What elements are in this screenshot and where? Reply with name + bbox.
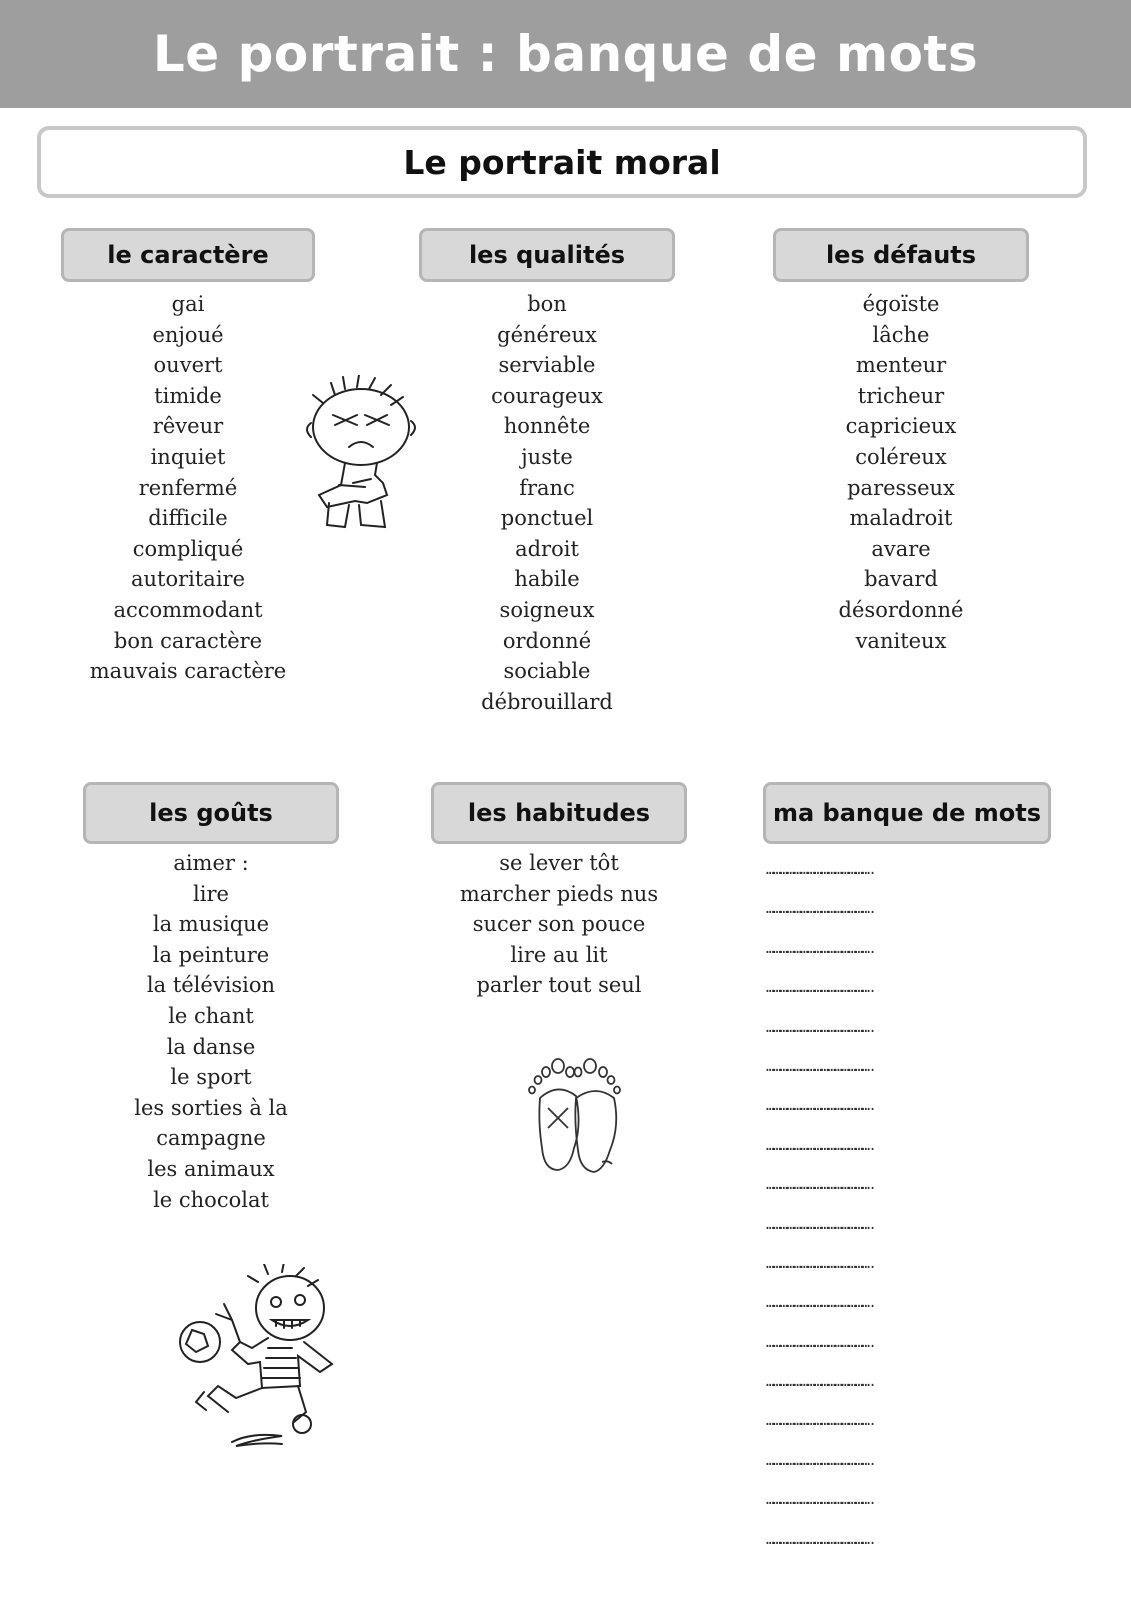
blank-line[interactable]: ………………………………………. [766, 1137, 876, 1154]
blank-line[interactable]: ………………………………………. [766, 1374, 876, 1391]
list-item: lâche [872, 322, 930, 347]
list-defauts [751, 289, 1051, 656]
list-item: désordonné [838, 597, 964, 622]
list-item: juste [521, 444, 573, 469]
list-item: le chant [168, 1003, 254, 1028]
blank-line[interactable]: ………………………………………. [766, 1098, 876, 1115]
list-qualites [397, 289, 697, 717]
list-item: capricieux [845, 414, 957, 439]
list-item: sociable [503, 659, 591, 684]
blank-line[interactable]: ………………………………………. [766, 1492, 876, 1509]
list-item: vaniteux [855, 628, 947, 653]
list-item: difficile [148, 506, 228, 531]
list-item: serviable [498, 353, 596, 378]
subtitle-box [37, 126, 1087, 198]
blank-line[interactable]: ………………………………………. [766, 862, 876, 878]
list-item: enjoué [152, 322, 224, 347]
list-item: la danse [166, 1034, 256, 1059]
blank-line[interactable]: ………………………………………. [766, 1531, 876, 1548]
blank-line[interactable]: ………………………………………. [766, 1019, 876, 1036]
list-item: débrouillard [481, 689, 613, 714]
list-item: franc [519, 475, 575, 500]
list-item: courageux [491, 383, 603, 408]
list-item: se lever tôt [499, 851, 619, 875]
blank-line[interactable]: ………………………………………. [766, 1058, 876, 1075]
list-item: menteur [855, 353, 947, 378]
list-item: campagne [156, 1126, 266, 1151]
list-item: ponctuel [500, 506, 594, 531]
list-item: parler tout seul [476, 973, 642, 998]
list-item: la télévision [146, 973, 276, 998]
heading-defauts: les défauts [773, 228, 1029, 282]
blank-line[interactable]: ………………………………………. [766, 1177, 876, 1194]
heading-ma-banque: ma banque de mots [763, 782, 1051, 844]
list-item: tricheur [857, 383, 945, 408]
list-item: lire [193, 881, 229, 906]
list-habitudes [409, 848, 709, 1001]
blank-line[interactable]: ………………………………………. [766, 1216, 876, 1233]
list-item: habile [514, 567, 580, 592]
list-item: inquiet [150, 444, 226, 469]
page-title: Le portrait : banque de mots [152, 25, 979, 83]
blank-lines-list [766, 862, 1056, 1571]
list-item: la peinture [152, 942, 270, 967]
heading-gouts: les goûts [83, 782, 339, 844]
list-item: le chocolat [153, 1187, 269, 1212]
list-item: coléreux [855, 444, 947, 469]
list-item: généreux [497, 322, 597, 347]
list-item: accommodant [113, 597, 263, 622]
list-item: ouvert [153, 353, 223, 378]
list-item: honnête [503, 414, 591, 439]
list-item: rêveur [152, 414, 224, 439]
blank-line[interactable]: ………………………………………. [766, 1452, 876, 1469]
soccer-boy-icon [172, 1264, 352, 1449]
list-item: mauvais caractère [89, 659, 287, 684]
heading-habitudes: les habitudes [431, 782, 687, 844]
list-item: la musique [152, 912, 270, 937]
heading-qualites: les qualités [419, 228, 675, 282]
blank-line[interactable]: ………………………………………. [766, 1413, 876, 1430]
list-item: autoritaire [130, 567, 246, 592]
title-banner [0, 0, 1131, 108]
blank-line[interactable]: ………………………………………. [766, 1295, 876, 1312]
list-item: bon [527, 292, 567, 316]
list-item: bavard [864, 567, 938, 592]
list-item: compliqué [132, 536, 244, 561]
list-item: adroit [515, 536, 579, 561]
list-item: les animaux [147, 1156, 275, 1181]
list-gouts [61, 848, 361, 1215]
list-item: les sorties à la [134, 1095, 288, 1120]
list-item: bon caractère [113, 628, 263, 653]
list-item: gai [171, 292, 205, 316]
list-item: maladroit [849, 506, 953, 531]
list-item: ordonné [502, 628, 592, 653]
heading-caractere: le caractère [61, 228, 315, 282]
blank-line[interactable]: ………………………………………. [766, 901, 876, 918]
list-item: timide [154, 383, 222, 408]
list-caractere [38, 289, 338, 687]
list-item: lire au lit [510, 942, 608, 967]
list-item: aimer : [173, 851, 249, 875]
grumpy-boy-icon [305, 375, 430, 535]
list-item: avare [871, 536, 931, 561]
bare-feet-icon [518, 1058, 633, 1178]
list-item: sucer son pouce [472, 912, 646, 937]
blank-line[interactable]: ………………………………………. [766, 940, 876, 957]
blank-line[interactable]: ………………………………………. [766, 1255, 876, 1272]
blank-line[interactable]: ………………………………………. [766, 1334, 876, 1351]
section-title: Le portrait moral [403, 142, 721, 182]
list-item: marcher pieds nus [459, 881, 659, 906]
list-item: paresseux [847, 475, 955, 500]
list-item: le sport [170, 1065, 252, 1090]
list-item: égoïste [862, 292, 940, 316]
blank-line[interactable]: ………………………………………. [766, 980, 876, 997]
list-item: soigneux [499, 597, 595, 622]
list-item: renfermé [138, 475, 238, 500]
